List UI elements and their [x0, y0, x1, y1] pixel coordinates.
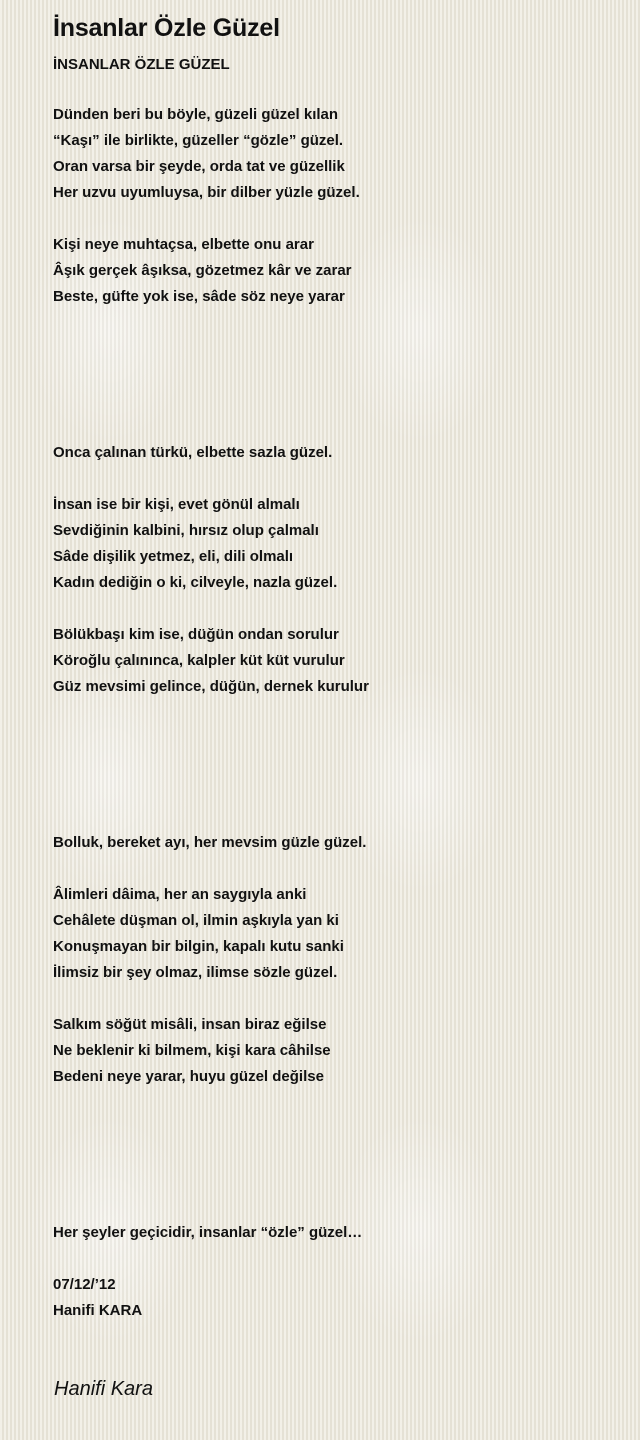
stanza-break	[53, 596, 613, 622]
stanza-break	[53, 1090, 613, 1116]
poem-line: Ne beklenir ki bilmem, kişi kara câhilse	[53, 1042, 331, 1059]
stanza-break	[53, 1194, 613, 1220]
poem-line: Dünden beri bu böyle, güzeli güzel kılan	[53, 106, 339, 123]
poem-line: Konuşmayan bir bilgin, kapalı kutu sanki	[53, 938, 344, 955]
stanza-break	[53, 856, 613, 882]
stanza-break	[53, 752, 613, 778]
poem-line: 07/12/’12	[53, 1276, 116, 1293]
stanza-break	[53, 310, 613, 336]
stanza-break	[53, 778, 613, 804]
stanza-break	[53, 1246, 613, 1272]
stanza-break	[53, 1116, 613, 1142]
poem-body	[53, 102, 613, 1324]
poem-line: Sâde dişilik yetmez, eli, dili olmalı	[53, 548, 294, 565]
poem-line: Sevdiğinin kalbini, hırsız olup çalmalı	[53, 522, 319, 539]
poem-subtitle: İNSANLAR ÖZLE GÜZEL	[53, 56, 230, 73]
stanza-break	[53, 700, 613, 726]
stanza-break	[53, 336, 613, 362]
stanza-break	[53, 1142, 613, 1168]
stanza-break	[53, 466, 613, 492]
poem-line: Kişi neye muhtaçsa, elbette onu arar	[53, 236, 314, 253]
poem-line: İlimsiz bir şey olmaz, ilimse sözle güzel.	[53, 964, 338, 981]
poem-line: “Kaşı” ile birlikte, güzeller “gözle” güzel.	[53, 132, 344, 149]
poem-line: Cehâlete düşman ol, ilmin aşkıyla yan ki	[53, 912, 339, 929]
poem-line: Bolluk, bereket ayı, her mevsim güzle güzel.	[53, 834, 367, 851]
poem-line: Bedeni neye yarar, huyu güzel değilse	[53, 1068, 324, 1085]
poem-line: Beste, güfte yok ise, sâde söz neye yarar	[53, 288, 345, 305]
poem-line: Köroğlu çalınınca, kalpler küt küt vurulur	[53, 652, 345, 669]
poem-line: İnsan ise bir kişi, evet gönül almalı	[53, 496, 300, 513]
poem-line: Hanifi KARA	[53, 1302, 143, 1319]
poem-line: Her şeyler geçicidir, insanlar “özle” güzel…	[53, 1224, 363, 1241]
poem-line: Âlimleri dâima, her an saygıyla anki	[53, 886, 307, 903]
poem-line: Bölükbaşı kim ise, düğün ondan sorulur	[53, 626, 339, 643]
stanza-break	[53, 388, 613, 414]
stanza-break	[53, 414, 613, 440]
stanza-break	[53, 206, 613, 232]
poem-line: Salkım söğüt misâli, insan biraz eğilse	[53, 1016, 327, 1033]
stanza-break	[53, 1168, 613, 1194]
poem-title: İnsanlar Özle Güzel	[53, 14, 280, 42]
stanza-break	[53, 986, 613, 1012]
poem-line: Her uzvu uyumluysa, bir dilber yüzle güzel.	[53, 184, 360, 201]
author-signature: Hanifi Kara	[54, 1378, 153, 1400]
poem-line: Güz mevsimi gelince, düğün, dernek kurulur	[53, 678, 369, 695]
stanza-break	[53, 726, 613, 752]
stanza-break	[53, 362, 613, 388]
stanza-break	[53, 804, 613, 830]
poem-line: Kadın dediğin o ki, cilveyle, nazla güzel.	[53, 574, 338, 591]
poem-line: Âşık gerçek âşıksa, gözetmez kâr ve zarar	[53, 262, 352, 279]
poem-line: Oran varsa bir şeyde, orda tat ve güzellik	[53, 158, 345, 175]
poem-line: Onca çalınan türkü, elbette sazla güzel.	[53, 444, 333, 461]
poem-container	[53, 12, 613, 1324]
